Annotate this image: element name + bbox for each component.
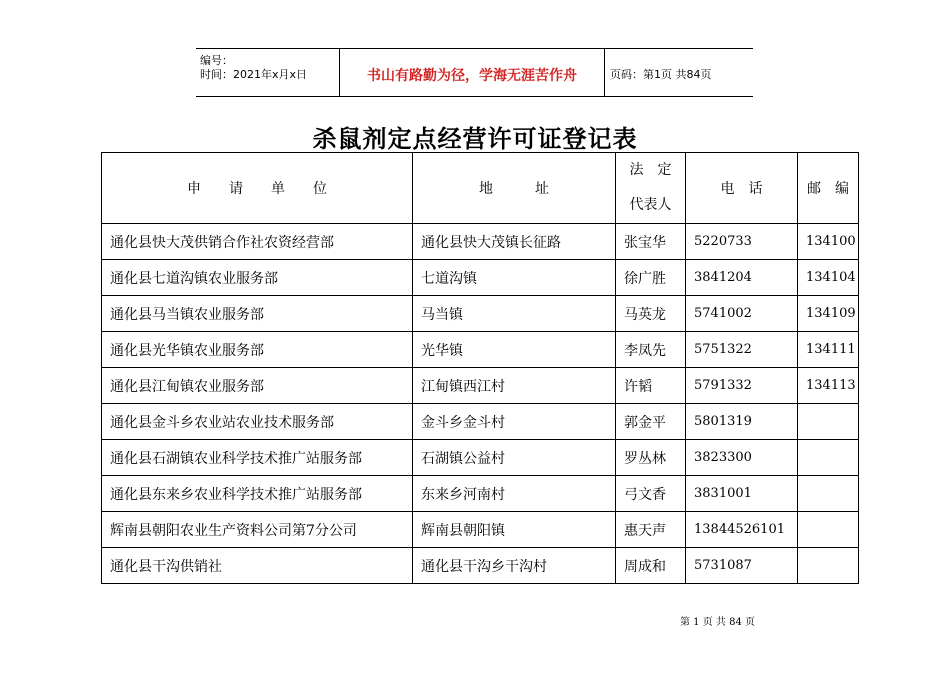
column-header-unit: 申 请 单 位 xyxy=(102,153,413,224)
cell-zip xyxy=(798,512,859,548)
cell-unit: 通化县石湖镇农业科学技术推广站服务部 xyxy=(102,440,413,476)
table-row xyxy=(102,368,859,404)
cell-unit: 通化县干沟供销社 xyxy=(102,548,413,584)
cell-zip xyxy=(798,440,859,476)
document-title: 杀鼠剂定点经营许可证登记表 xyxy=(312,125,638,153)
document-header xyxy=(196,48,753,97)
cell-address: 东来乡河南村 xyxy=(413,476,616,512)
table-row xyxy=(102,260,859,296)
cell-phone: 13844526101 xyxy=(686,512,798,548)
cell-address: 石湖镇公益村 xyxy=(413,440,616,476)
cell-representative: 李凤先 xyxy=(616,332,686,368)
column-header-rep-line2: 代表人 xyxy=(629,197,672,213)
cell-address: 辉南县朝阳镇 xyxy=(413,512,616,548)
table-row xyxy=(102,476,859,512)
cell-address: 光华镇 xyxy=(413,332,616,368)
motto: 书山有路勤为径，学海无涯苦作舟 xyxy=(367,68,577,84)
cell-zip: 134100 xyxy=(798,224,859,260)
cell-zip: 134113 xyxy=(798,368,859,404)
cell-representative: 马英龙 xyxy=(616,296,686,332)
cell-phone: 3841204 xyxy=(686,260,798,296)
table-row xyxy=(102,332,859,368)
column-header-zip: 邮 编 xyxy=(798,153,859,224)
cell-address: 通化县快大茂镇长征路 xyxy=(413,224,616,260)
table-body xyxy=(102,224,859,584)
cell-address: 金斗乡金斗村 xyxy=(413,404,616,440)
cell-zip xyxy=(798,548,859,584)
cell-phone: 5731087 xyxy=(686,548,798,584)
page-info: 页码：第1页 共84页 xyxy=(610,68,712,81)
cell-address: 江甸镇西江村 xyxy=(413,368,616,404)
table-row xyxy=(102,404,859,440)
time-label: 时间：2021年x月x日 xyxy=(200,68,308,81)
table-row xyxy=(102,224,859,260)
cell-phone: 5741002 xyxy=(686,296,798,332)
cell-unit: 通化县快大茂供销合作社农资经营部 xyxy=(102,224,413,260)
table-row xyxy=(102,296,859,332)
cell-representative: 徐广胜 xyxy=(616,260,686,296)
cell-unit: 通化县金斗乡农业站农业技术服务部 xyxy=(102,404,413,440)
cell-zip: 134111 xyxy=(798,332,859,368)
cell-zip: 134109 xyxy=(798,296,859,332)
cell-phone: 5791332 xyxy=(686,368,798,404)
cell-representative: 张宝华 xyxy=(616,224,686,260)
table-row xyxy=(102,440,859,476)
cell-representative: 罗丛林 xyxy=(616,440,686,476)
cell-representative: 弓文香 xyxy=(616,476,686,512)
registration-table xyxy=(101,152,859,584)
cell-unit: 通化县马当镇农业服务部 xyxy=(102,296,413,332)
cell-phone: 5751322 xyxy=(686,332,798,368)
cell-phone: 5801319 xyxy=(686,404,798,440)
cell-unit: 通化县七道沟镇农业服务部 xyxy=(102,260,413,296)
cell-phone: 3831001 xyxy=(686,476,798,512)
cell-representative: 许韬 xyxy=(616,368,686,404)
cell-unit: 通化县江甸镇农业服务部 xyxy=(102,368,413,404)
cell-zip xyxy=(798,476,859,512)
table-row xyxy=(102,548,859,584)
cell-unit: 通化县光华镇农业服务部 xyxy=(102,332,413,368)
cell-representative: 惠天声 xyxy=(616,512,686,548)
header-divider xyxy=(604,49,605,96)
column-header-representative xyxy=(616,153,686,224)
cell-phone: 5220733 xyxy=(686,224,798,260)
cell-representative: 郭金平 xyxy=(616,404,686,440)
cell-representative: 周成和 xyxy=(616,548,686,584)
table-header-row xyxy=(102,153,859,224)
cell-address: 马当镇 xyxy=(413,296,616,332)
cell-address: 七道沟镇 xyxy=(413,260,616,296)
cell-address: 通化县干沟乡干沟村 xyxy=(413,548,616,584)
column-header-rep-line1: 法 定 xyxy=(629,162,672,178)
cell-phone: 3823300 xyxy=(686,440,798,476)
page-footer: 第 1 页 共 84 页 xyxy=(680,617,755,628)
cell-unit: 通化县东来乡农业科学技术推广站服务部 xyxy=(102,476,413,512)
cell-unit: 辉南县朝阳农业生产资料公司第7分公司 xyxy=(102,512,413,548)
column-header-address: 地 址 xyxy=(413,153,616,224)
cell-zip xyxy=(798,404,859,440)
cell-zip: 134104 xyxy=(798,260,859,296)
number-label: 编号： xyxy=(200,54,233,67)
column-header-phone: 电 话 xyxy=(686,153,798,224)
table-row xyxy=(102,512,859,548)
